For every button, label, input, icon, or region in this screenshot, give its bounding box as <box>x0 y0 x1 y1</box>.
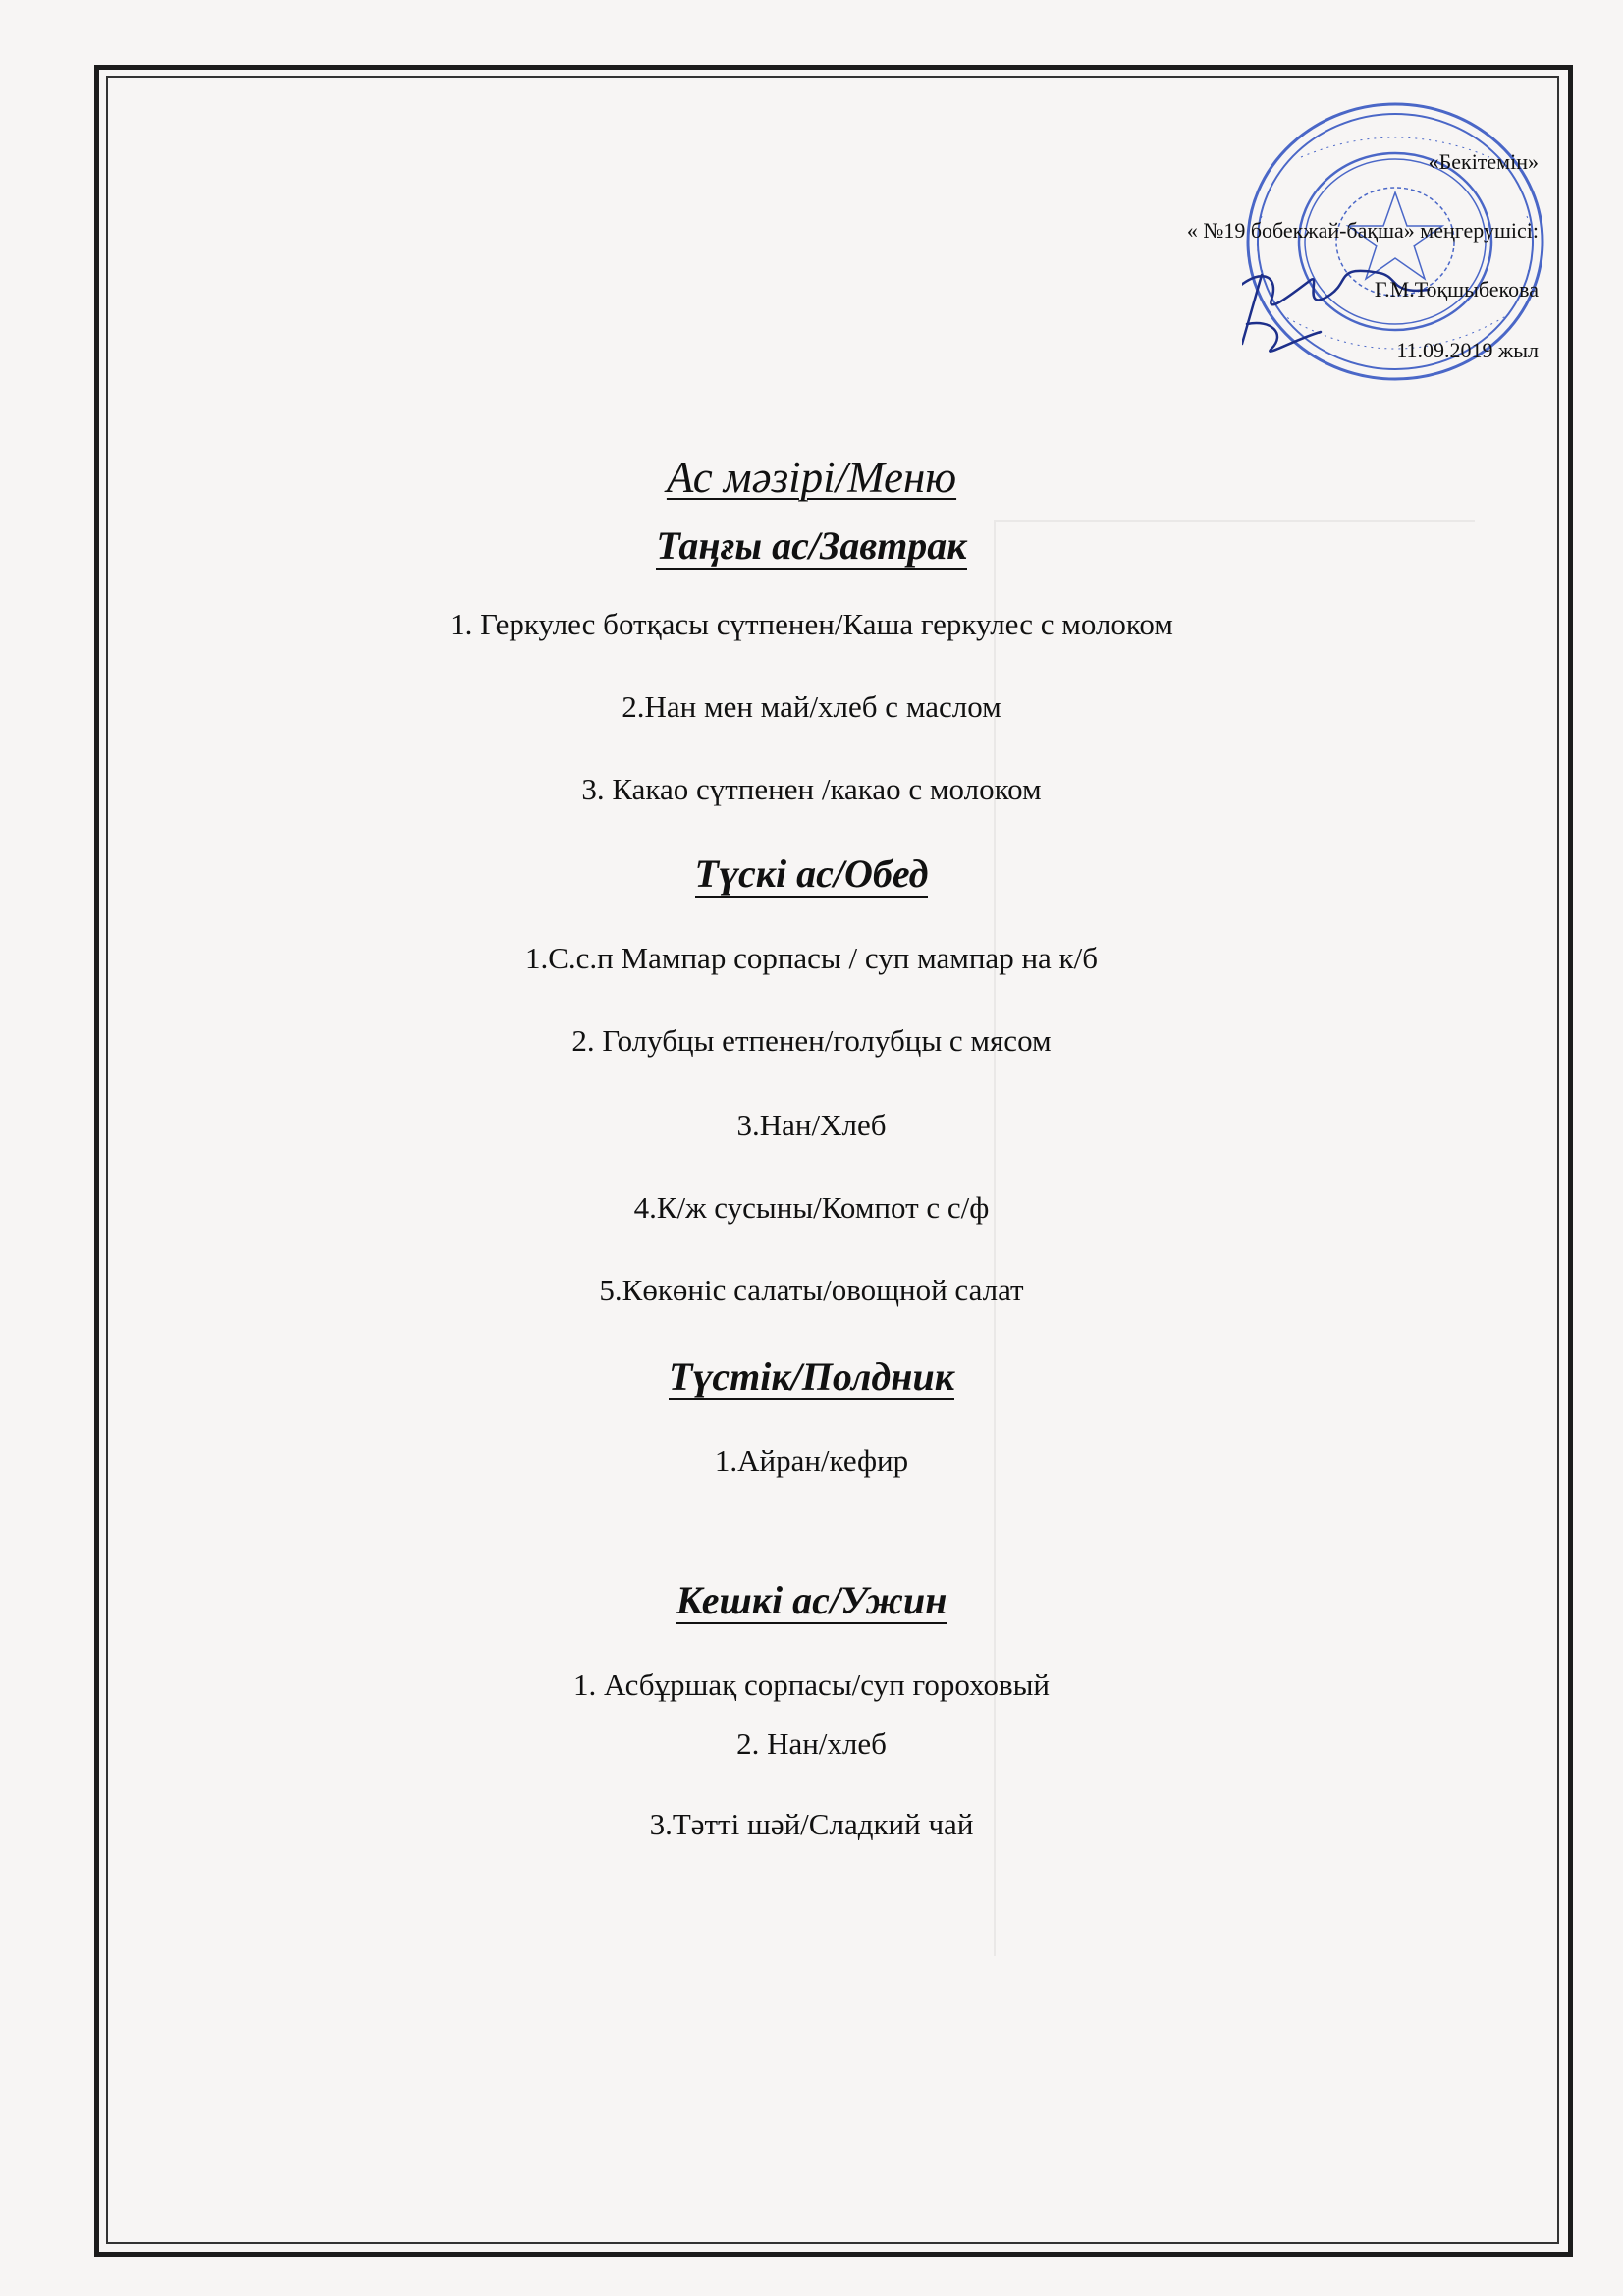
lunch-item: 4.К/ж сусыны/Компот с с/ф <box>633 1190 990 1225</box>
approval-heading: «Бекітемін» <box>1428 149 1539 174</box>
snack-heading: Түстік/Полдник <box>668 1354 954 1398</box>
approval-name: Г.М.Тоқшыбекова <box>1374 277 1539 301</box>
breakfast-item: 1. Геркулес ботқасы сүтпенен/Каша геркулес с молоком <box>450 607 1173 641</box>
approval-position: « №19 бобекжай-бақша» меңгерушісі: <box>1186 218 1539 243</box>
lunch-item: 2. Голубцы етпенен/голубцы с мясом <box>571 1023 1052 1058</box>
breakfast-item: 3. Какао сүтпенен /какао с молоком <box>581 772 1042 806</box>
breakfast-heading: Таңғы ас/Завтрак <box>656 523 967 568</box>
snack-item: 1.Айран/кефир <box>714 1444 909 1478</box>
lunch-item: 5.Көкөніс салаты/овощной салат <box>599 1273 1024 1307</box>
lunch-heading: Түскі ас/Обед <box>694 851 929 896</box>
dinner-item: 3.Тәтті шәй/Сладкий чай <box>649 1807 974 1841</box>
approval-date: 11.09.2019 жыл <box>1396 338 1539 362</box>
dinner-item: 2. Нан/хлеб <box>736 1726 887 1761</box>
dinner-item: 1. Асбұршақ сорпасы/суп гороховый <box>572 1667 1050 1702</box>
lunch-item: 3.Нан/Хлеб <box>736 1108 887 1142</box>
breakfast-item: 2.Нан мен май/хлеб с маслом <box>622 689 1001 724</box>
dinner-heading: Кешкі ас/Ужин <box>676 1578 947 1622</box>
lunch-item: 1.С.с.п Мампар сорпасы / суп мампар на к/б <box>525 941 1098 975</box>
menu-title: Ас мәзірі/Меню <box>666 453 957 502</box>
